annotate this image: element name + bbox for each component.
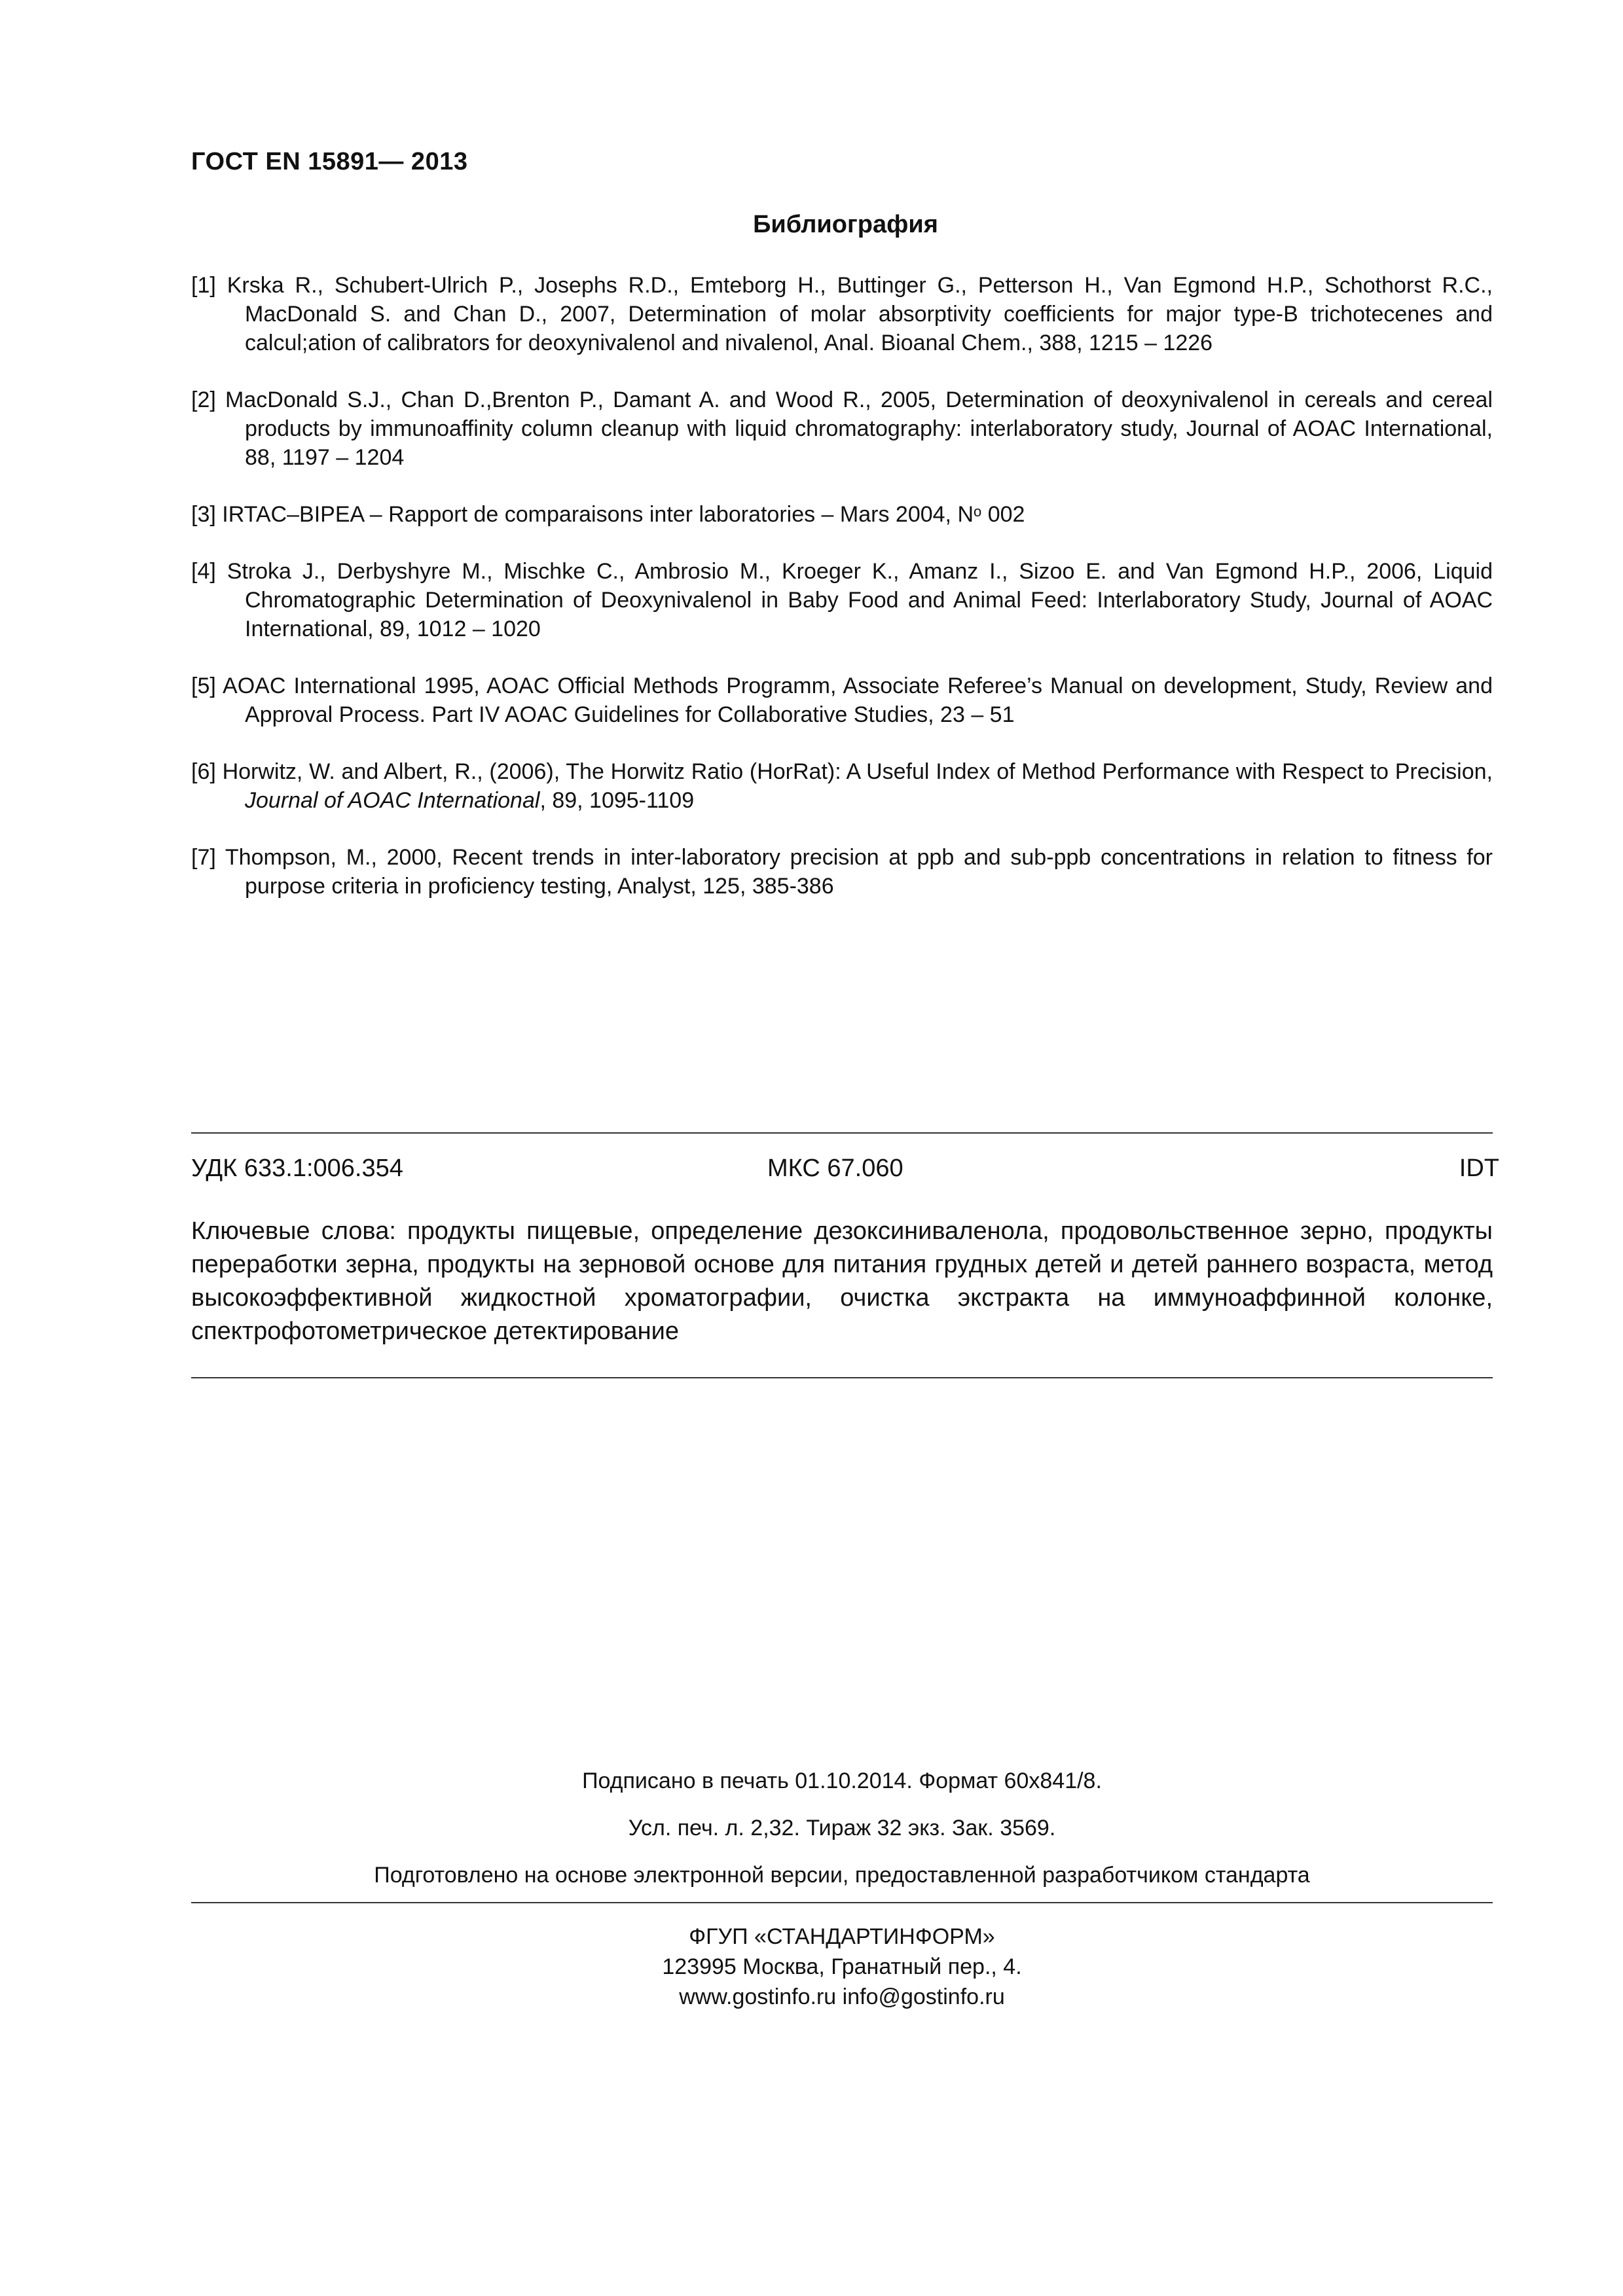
reference-text: IRTAC–BIPEA – Rapport de comparaisons inter laboratories – Mars 2004, N [222, 502, 974, 527]
reference-5 [191, 672, 1493, 729]
reference-text: Horwitz, W. and Albert, R., (2006), The Horwitz Ratio (HorRat): A Useful Index of Method Performance with Respect to Precision, [222, 759, 1493, 784]
mks-code: МКС 67.060 [767, 1155, 903, 1182]
reference-number: [3] [191, 502, 223, 527]
keywords-paragraph: Ключевые слова: продукты пищевые, определение дезоксиниваленола, продовольственное зерно, продукты переработки зерна, продукты на зерновой основе для питания грудных детей и детей раннего возраста, метод высокоэффективной жидкостной хроматографии, очистка экстракта на иммуноаффинной колонке, спектрофотометрическое детектирование [191, 1217, 1493, 1345]
reference-number: [6] [191, 759, 223, 784]
reference-3 [191, 500, 1493, 529]
journal-title-italic: Journal of AOAC International [245, 788, 540, 813]
reference-4 [191, 557, 1493, 643]
idt-marker: IDT [1459, 1155, 1499, 1182]
imprint-signed: Подписано в печать 01.10.2014. Формат 60x841/8. [582, 1768, 1102, 1793]
udk-code: УДК 633.1:006.354 [191, 1155, 403, 1182]
reference-text: Krska R., Schubert-Ulrich P., Josephs R.D., Emteborg H., Buttinger G., Petterson H., Van Egmond H.P., Schothorst R.C., MacDonald S. and Chan D., 2007, Determination of molar absorptivity coefficients for major type-B trichotecenes and calcul;ation of calibrators for deoxynivalenol and nivalenol, Anal. Bioanal Chem., 388, 1215 – 1226 [227, 273, 1493, 355]
reference-2 [191, 386, 1493, 472]
publisher-block [191, 1922, 1493, 2012]
reference-number: [7] [191, 845, 225, 870]
number-sign-superscript: o [974, 503, 982, 520]
reference-text-after: 002 [981, 502, 1025, 527]
reference-text-after: , 89, 1095-1109 [539, 788, 695, 813]
reference-7 [191, 843, 1493, 901]
reference-text: MacDonald S.J., Chan D.,Brenton P., Damant A. and Wood R., 2005, Determination of deoxynivalenol in cereals and cereal products by immunoaffinity column cleanup with liquid chromatography: interlaboratory study, Journal of AOAC International, 88, 1197 – 1204 [225, 387, 1493, 470]
reference-number: [2] [191, 387, 226, 412]
imprint-prepared: Подготовлено на основе электронной версии, предоставленной разработчиком стандарта [374, 1863, 1310, 1888]
divider-keywords [191, 1377, 1493, 1378]
bibliography-title-text: Библиография [753, 211, 938, 238]
reference-number: [4] [191, 559, 227, 584]
reference-text: AOAC International 1995, AOAC Official Methods Programm, Associate Referee’s Manual on development, Study, Review and Approval Process. Part IV AOAC Guidelines for Collaborative Studies, 23 – 51 [223, 673, 1493, 727]
reference-number: [1] [191, 273, 227, 298]
reference-text: Stroka J., Derbyshyre M., Mischke C., Ambrosio M., Kroeger K., Amanz I., Sizoo E. and Van Egmond H.P., 2006, Liquid Chromatographic Determination of Deoxynivalenol in Baby Food and Animal Feed: Interlaboratory Study, Journal of AOAC International, 89, 1012 – 1020 [227, 559, 1493, 641]
bibliography-title [0, 211, 1623, 239]
document-code: ГОСТ EN 15891— 2013 [191, 148, 468, 175]
reference-list [191, 271, 1493, 929]
reference-6 [191, 757, 1493, 815]
publisher-contacts: www.gostinfo.ru info@gostinfo.ru [679, 1984, 1005, 2009]
divider-top [191, 1132, 1493, 1134]
publisher-name: ФГУП «СТАНДАРТИНФОРМ» [689, 1924, 995, 1949]
reference-number: [5] [191, 673, 223, 698]
imprint-print-info: Усл. печ. л. 2,32. Тираж 32 экз. Зак. 3569. [628, 1816, 1056, 1840]
reference-text: Thompson, M., 2000, Recent trends in inter-laboratory precision at ppb and sub-ppb concentrations in relation to fitness for purpose criteria in proficiency testing, Analyst, 125, 385-386 [225, 845, 1493, 899]
publisher-address: 123995 Москва, Гранатный пер., 4. [662, 1954, 1022, 1979]
divider-imprint [191, 1902, 1493, 1903]
reference-1 [191, 271, 1493, 357]
